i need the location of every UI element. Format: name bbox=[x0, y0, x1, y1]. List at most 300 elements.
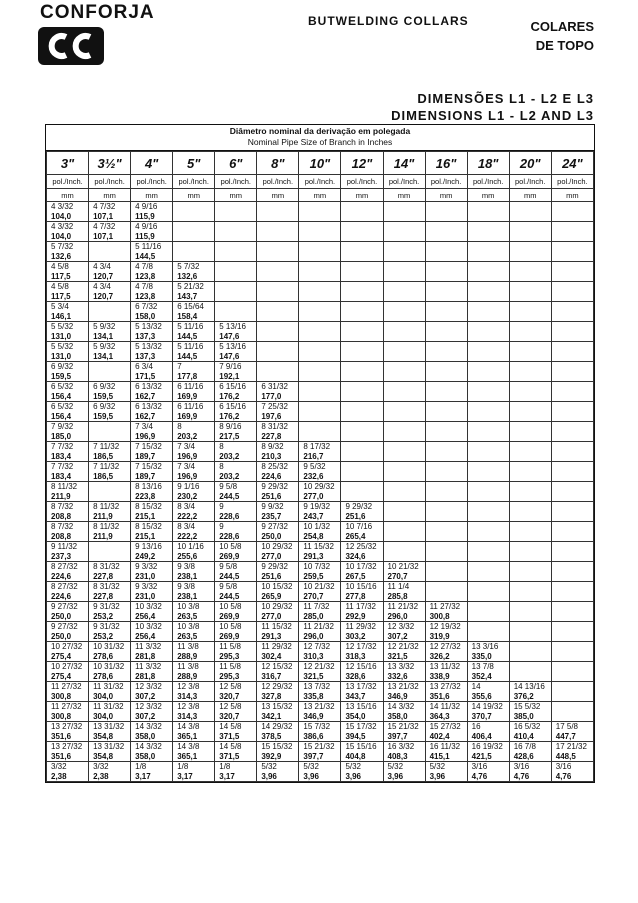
table-cell bbox=[173, 602, 215, 622]
inch-value: 10 7/32 bbox=[303, 562, 331, 571]
table-cell bbox=[383, 522, 425, 542]
table-cell bbox=[299, 642, 341, 662]
mm-value: 4,76 bbox=[471, 771, 488, 781]
table-cell bbox=[383, 642, 425, 662]
inch-value: 14 5/8 bbox=[219, 742, 242, 751]
inch-value: 11 3/32 bbox=[135, 642, 162, 651]
table-cell bbox=[383, 422, 425, 442]
mm-value: 397,7 bbox=[387, 731, 408, 741]
table-cell bbox=[299, 622, 341, 642]
mm-value: 238,1 bbox=[177, 571, 198, 581]
table-cell bbox=[131, 702, 173, 722]
mm-value: 421,5 bbox=[471, 751, 492, 761]
inch-value: 10 21/32 bbox=[303, 582, 335, 591]
table-cell bbox=[299, 242, 341, 262]
mm-value: 251,6 bbox=[345, 511, 366, 521]
mm-value: 324,6 bbox=[345, 551, 366, 561]
table-cell bbox=[257, 702, 299, 722]
inch-value: 15 5/32 bbox=[513, 702, 541, 711]
table-cell bbox=[299, 402, 341, 422]
inch-value: 12 25/32 bbox=[345, 542, 377, 551]
inch-value: 11 7/32 bbox=[303, 602, 330, 611]
product-title-en: BUTWELDING COLLARS bbox=[308, 14, 469, 28]
mm-value: 265,4 bbox=[345, 531, 366, 541]
table-cell bbox=[257, 722, 299, 742]
mm-value: 185,0 bbox=[51, 431, 72, 441]
inch-value: 13 27/32 bbox=[51, 722, 83, 731]
table-row bbox=[47, 642, 594, 662]
table-cell bbox=[341, 242, 383, 262]
table-cell bbox=[341, 722, 383, 742]
inch-value: 16 19/32 bbox=[471, 742, 503, 751]
table-cell bbox=[551, 302, 593, 322]
table-cell bbox=[467, 482, 509, 502]
table-cell bbox=[47, 742, 89, 762]
inch-value: 9 27/32 bbox=[51, 622, 78, 631]
table-cell bbox=[341, 582, 383, 602]
mm-value: 447,7 bbox=[555, 731, 576, 741]
mm-value: 158,0 bbox=[135, 311, 156, 321]
inch-value: 11 15/32 bbox=[303, 542, 334, 551]
mm-value: 217,5 bbox=[219, 431, 240, 441]
table-cell bbox=[173, 642, 215, 662]
table-cell bbox=[47, 542, 89, 562]
table-cell bbox=[509, 702, 551, 722]
inch-value: 9 3/8 bbox=[177, 562, 195, 571]
table-cell bbox=[551, 702, 593, 722]
mm-value: 210,3 bbox=[261, 451, 282, 461]
table-cell bbox=[425, 762, 467, 782]
table-cell bbox=[467, 542, 509, 562]
mm-value: 123,8 bbox=[135, 271, 156, 281]
mm-value: 346,9 bbox=[387, 691, 408, 701]
inch-value: 6 11/16 bbox=[177, 402, 204, 411]
table-cell bbox=[257, 662, 299, 682]
table-cell bbox=[47, 202, 89, 222]
table-cell bbox=[299, 682, 341, 702]
inch-value: 5 13/32 bbox=[135, 322, 162, 331]
mm-value: 144,5 bbox=[177, 351, 198, 361]
table-cell bbox=[551, 202, 593, 222]
inch-value: 14 13/16 bbox=[513, 682, 545, 691]
table-cell bbox=[173, 502, 215, 522]
inch-value: 8 3/4 bbox=[177, 522, 195, 531]
mm-value: 249,2 bbox=[135, 551, 156, 561]
table-cell bbox=[131, 582, 173, 602]
mm-value: 267,5 bbox=[345, 571, 366, 581]
inch-value: 10 29/32 bbox=[261, 542, 293, 551]
table-cell bbox=[299, 422, 341, 442]
mm-value: 304,0 bbox=[93, 711, 114, 721]
mm-value: 263,5 bbox=[177, 611, 198, 621]
mm-value: 410,4 bbox=[513, 731, 534, 741]
table-cell bbox=[299, 662, 341, 682]
mm-value: 4,76 bbox=[513, 771, 530, 781]
table-cell bbox=[89, 342, 131, 362]
inch-value: 8 27/32 bbox=[51, 562, 78, 571]
inch-value: 5/32 bbox=[429, 762, 446, 771]
table-cell bbox=[551, 562, 593, 582]
table-cell bbox=[551, 642, 593, 662]
table-row bbox=[47, 502, 594, 522]
table-row bbox=[47, 722, 594, 742]
mm-value: 162,7 bbox=[135, 391, 156, 401]
table-cell bbox=[47, 222, 89, 242]
inch-value: 8 7/32 bbox=[51, 502, 74, 511]
inch-value: 4 3/32 bbox=[51, 202, 74, 211]
mm-value: 327,8 bbox=[261, 691, 282, 701]
table-cell bbox=[47, 422, 89, 442]
table-cell bbox=[173, 742, 215, 762]
inch-value: 11 31/32 bbox=[93, 702, 124, 711]
inch-value: 9 1/16 bbox=[177, 482, 200, 491]
table-row bbox=[47, 282, 594, 302]
table-cell bbox=[215, 342, 257, 362]
inch-value: 7 bbox=[177, 362, 182, 371]
inch-value: 11 31/32 bbox=[93, 682, 124, 691]
inch-value: 8 bbox=[219, 462, 224, 471]
mm-value: 238,1 bbox=[177, 591, 198, 601]
mm-value: 208,8 bbox=[51, 511, 72, 521]
mm-value: 318,3 bbox=[345, 651, 366, 661]
table-cell bbox=[215, 402, 257, 422]
table-cell bbox=[131, 442, 173, 462]
column-header: 18" bbox=[467, 152, 509, 175]
table-cell bbox=[551, 722, 593, 742]
inch-value: 8 7/32 bbox=[51, 522, 74, 531]
caption-en: Nominal Pipe Size of Branch in Inches bbox=[247, 137, 393, 147]
table-cell bbox=[425, 262, 467, 282]
table-cell bbox=[341, 562, 383, 582]
inch-value: 7 15/32 bbox=[135, 442, 162, 451]
unit-inch-label: pol./Inch. bbox=[173, 175, 215, 189]
inch-value: 16 bbox=[471, 722, 481, 731]
mm-value: 343,7 bbox=[345, 691, 366, 701]
table-cell bbox=[467, 582, 509, 602]
table-cell bbox=[425, 662, 467, 682]
unit-inch-label: pol./Inch. bbox=[215, 175, 257, 189]
table-cell bbox=[551, 502, 593, 522]
mm-value: 169,9 bbox=[177, 411, 198, 421]
mm-value: 3,96 bbox=[387, 771, 404, 781]
size-header-row bbox=[47, 152, 594, 175]
column-header: 3½" bbox=[89, 152, 131, 175]
mm-value: 371,5 bbox=[219, 751, 240, 761]
table-cell bbox=[551, 662, 593, 682]
table-cell bbox=[257, 282, 299, 302]
inch-value: 10 3/8 bbox=[177, 602, 200, 611]
table-cell bbox=[509, 742, 551, 762]
mm-value: 216,7 bbox=[303, 451, 324, 461]
table-cell bbox=[215, 562, 257, 582]
inch-value: 14 bbox=[471, 682, 481, 691]
table-cell bbox=[215, 242, 257, 262]
table-cell bbox=[467, 622, 509, 642]
inch-value: 7 3/4 bbox=[135, 422, 153, 431]
table-cell bbox=[257, 562, 299, 582]
table-cell bbox=[131, 362, 173, 382]
inch-value: 12 3/32 bbox=[387, 622, 415, 631]
table-cell bbox=[215, 322, 257, 342]
inch-value: 13 17/32 bbox=[345, 682, 377, 691]
inch-value: 1/8 bbox=[219, 762, 231, 771]
table-cell bbox=[89, 662, 131, 682]
inch-value: 4 9/16 bbox=[135, 202, 158, 211]
mm-value: 189,7 bbox=[135, 471, 156, 481]
table-cell bbox=[341, 402, 383, 422]
unit-mm-label: mm bbox=[215, 189, 257, 202]
mm-value: 281,8 bbox=[135, 671, 156, 681]
mm-value: 358,0 bbox=[387, 711, 408, 721]
table-cell bbox=[47, 562, 89, 582]
inch-value: 11 29/32 bbox=[261, 642, 292, 651]
table-cell bbox=[467, 742, 509, 762]
mm-value: 117,5 bbox=[51, 271, 71, 281]
table-cell bbox=[131, 302, 173, 322]
mm-value: 192,1 bbox=[219, 371, 240, 381]
inch-value: 6 5/32 bbox=[51, 382, 74, 391]
table-cell bbox=[173, 362, 215, 382]
mm-value: 278,6 bbox=[93, 671, 114, 681]
mm-value: 211,9 bbox=[93, 511, 113, 521]
inch-value: 5 5/32 bbox=[51, 342, 74, 351]
inch-value: 6 3/4 bbox=[135, 362, 153, 371]
mm-value: 314,3 bbox=[177, 711, 198, 721]
table-cell bbox=[467, 562, 509, 582]
inch-value: 9 27/32 bbox=[261, 522, 289, 531]
mm-value: 243,7 bbox=[303, 511, 324, 521]
table-cell bbox=[131, 762, 173, 782]
mm-value: 251,6 bbox=[261, 491, 282, 501]
table-cell bbox=[299, 702, 341, 722]
table-cell bbox=[173, 702, 215, 722]
table-cell bbox=[425, 242, 467, 262]
table-cell bbox=[131, 402, 173, 422]
table-row bbox=[47, 522, 594, 542]
mm-value: 335,0 bbox=[471, 651, 492, 661]
table-cell bbox=[299, 502, 341, 522]
table-cell bbox=[509, 542, 551, 562]
table-cell bbox=[299, 582, 341, 602]
inch-value: 12 15/32 bbox=[261, 662, 293, 671]
inch-value: 10 27/32 bbox=[51, 642, 83, 651]
mm-value: 3,96 bbox=[429, 771, 446, 781]
mm-value: 386,6 bbox=[303, 731, 324, 741]
table-cell bbox=[257, 462, 299, 482]
mm-value: 358,0 bbox=[135, 731, 156, 741]
inch-value: 8 11/32 bbox=[93, 522, 120, 531]
mm-value: 2,38 bbox=[93, 771, 109, 781]
mm-value: 104,0 bbox=[51, 231, 72, 241]
table-cell bbox=[509, 422, 551, 442]
table-cell bbox=[89, 382, 131, 402]
inch-value: 10 7/16 bbox=[345, 522, 373, 531]
table-cell bbox=[383, 562, 425, 582]
inch-value: 11 27/32 bbox=[51, 702, 82, 711]
mm-value: 346,9 bbox=[303, 711, 324, 721]
mm-value: 196,9 bbox=[177, 471, 198, 481]
mm-value: 378,5 bbox=[261, 731, 282, 741]
mm-value: 285,8 bbox=[387, 591, 408, 601]
table-cell bbox=[173, 462, 215, 482]
table-cell bbox=[467, 342, 509, 362]
dimensions-table bbox=[46, 151, 594, 782]
table-cell bbox=[257, 242, 299, 262]
mm-value: 291,3 bbox=[303, 551, 324, 561]
table-cell bbox=[299, 442, 341, 462]
inch-value: 8 25/32 bbox=[261, 462, 289, 471]
table-cell bbox=[467, 322, 509, 342]
table-cell bbox=[551, 342, 593, 362]
table-cell bbox=[173, 662, 215, 682]
table-row bbox=[47, 602, 594, 622]
mm-value: 300,8 bbox=[51, 711, 72, 721]
mm-value: 321,5 bbox=[387, 651, 408, 661]
unit-inch-row bbox=[47, 175, 594, 189]
table-row bbox=[47, 422, 594, 442]
mm-value: 230,2 bbox=[177, 491, 198, 501]
table-cell bbox=[89, 322, 131, 342]
inch-value: 16 3/32 bbox=[387, 742, 415, 751]
unit-mm-label: mm bbox=[299, 189, 341, 202]
table-cell bbox=[467, 242, 509, 262]
table-cell bbox=[131, 502, 173, 522]
table-cell bbox=[551, 682, 593, 702]
mm-value: 288,9 bbox=[177, 651, 198, 661]
column-header: 5" bbox=[173, 152, 215, 175]
table-cell bbox=[383, 222, 425, 242]
table-cell bbox=[215, 582, 257, 602]
table-row bbox=[47, 482, 594, 502]
inch-value: 6 5/32 bbox=[51, 402, 74, 411]
mm-value: 131,0 bbox=[51, 351, 72, 361]
table-cell bbox=[341, 302, 383, 322]
mm-value: 156,4 bbox=[51, 411, 72, 421]
inch-value: 15 17/32 bbox=[345, 722, 377, 731]
table-cell bbox=[467, 762, 509, 782]
table-row bbox=[47, 462, 594, 482]
table-cell bbox=[173, 682, 215, 702]
mm-value: 107,1 bbox=[93, 231, 114, 241]
mm-value: 370,7 bbox=[471, 711, 492, 721]
table-cell bbox=[341, 422, 383, 442]
mm-value: 104,0 bbox=[51, 211, 72, 221]
table-cell bbox=[509, 642, 551, 662]
inch-value: 4 7/8 bbox=[135, 282, 153, 291]
table-cell bbox=[383, 462, 425, 482]
inch-value: 15 21/32 bbox=[387, 722, 419, 731]
table-cell bbox=[299, 342, 341, 362]
mm-value: 147,6 bbox=[219, 331, 240, 341]
mm-value: 265,9 bbox=[261, 591, 282, 601]
table-cell bbox=[173, 382, 215, 402]
inch-value: 13 21/32 bbox=[303, 702, 335, 711]
mm-value: 270,7 bbox=[303, 591, 324, 601]
column-header: 20" bbox=[509, 152, 551, 175]
table-row bbox=[47, 342, 594, 362]
mm-value: 270,7 bbox=[387, 571, 408, 581]
table-cell bbox=[383, 282, 425, 302]
table-cell bbox=[425, 462, 467, 482]
mm-value: 144,5 bbox=[177, 331, 198, 341]
inch-value: 14 3/32 bbox=[135, 742, 162, 751]
table-cell bbox=[47, 262, 89, 282]
table-cell bbox=[425, 402, 467, 422]
table-cell bbox=[299, 262, 341, 282]
table-cell bbox=[341, 742, 383, 762]
mm-value: 203,2 bbox=[219, 471, 240, 481]
table-cell bbox=[383, 682, 425, 702]
table-cell bbox=[215, 382, 257, 402]
table-row bbox=[47, 202, 594, 222]
table-cell bbox=[383, 582, 425, 602]
table-cell bbox=[215, 202, 257, 222]
table-cell bbox=[173, 482, 215, 502]
mm-value: 137,3 bbox=[135, 331, 156, 341]
table-cell bbox=[467, 442, 509, 462]
inch-value: 11 3/8 bbox=[177, 662, 199, 671]
inch-value: 8 27/32 bbox=[51, 582, 78, 591]
table-cell bbox=[383, 202, 425, 222]
mm-value: 107,1 bbox=[93, 211, 114, 221]
table-cell bbox=[383, 322, 425, 342]
inch-value: 9 29/32 bbox=[261, 562, 289, 571]
inch-value: 12 27/32 bbox=[429, 642, 461, 651]
unit-inch-label: pol./Inch. bbox=[257, 175, 299, 189]
table-cell bbox=[425, 382, 467, 402]
table-cell bbox=[299, 302, 341, 322]
table-cell bbox=[467, 382, 509, 402]
table-cell bbox=[467, 462, 509, 482]
inch-value: 6 13/32 bbox=[135, 402, 162, 411]
table-cell bbox=[173, 722, 215, 742]
table-cell bbox=[467, 522, 509, 542]
product-title-pt bbox=[530, 17, 594, 55]
mm-value: 2,38 bbox=[51, 771, 67, 781]
inch-value: 13 3/16 bbox=[471, 642, 499, 651]
table-cell bbox=[257, 442, 299, 462]
table-cell bbox=[299, 762, 341, 782]
table-cell bbox=[131, 422, 173, 442]
table-cell bbox=[131, 742, 173, 762]
inch-value: 5/32 bbox=[387, 762, 404, 771]
mm-value: 177,8 bbox=[177, 371, 198, 381]
table-cell bbox=[89, 562, 131, 582]
inch-value: 10 31/32 bbox=[93, 642, 125, 651]
mm-value: 123,8 bbox=[135, 291, 156, 301]
mm-value: 222,2 bbox=[177, 511, 198, 521]
mm-value: 328,6 bbox=[345, 671, 366, 681]
mm-value: 295,3 bbox=[219, 671, 240, 681]
unit-mm-label: mm bbox=[47, 189, 89, 202]
inch-value: 15 7/32 bbox=[303, 722, 331, 731]
table-cell bbox=[425, 562, 467, 582]
inch-value: 12 3/8 bbox=[177, 682, 200, 691]
table-cell bbox=[341, 762, 383, 782]
table-row bbox=[47, 362, 594, 382]
table-cell bbox=[131, 662, 173, 682]
table-cell bbox=[509, 462, 551, 482]
inch-value: 11 17/32 bbox=[345, 602, 376, 611]
table-cell bbox=[551, 542, 593, 562]
table-cell bbox=[47, 642, 89, 662]
table-cell bbox=[89, 302, 131, 322]
table-row bbox=[47, 222, 594, 242]
mm-value: 351,6 bbox=[51, 731, 72, 741]
mm-value: 320,7 bbox=[219, 691, 240, 701]
table-cell bbox=[173, 622, 215, 642]
mm-value: 354,8 bbox=[93, 731, 114, 741]
